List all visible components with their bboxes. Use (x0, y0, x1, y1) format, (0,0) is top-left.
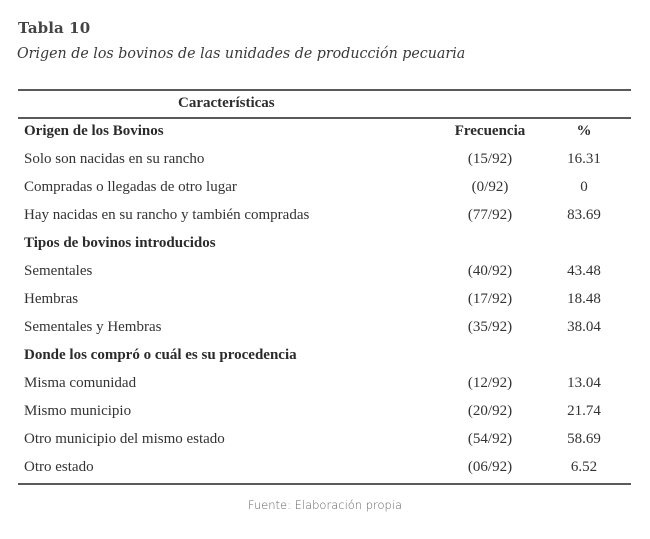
table-row (18, 455, 631, 483)
row-label: Hay nacidas en su rancho y también compradas (24, 207, 310, 223)
table-caption-label: Tabla 10 (18, 19, 91, 37)
row-percent: 13.04 (567, 375, 601, 391)
row-frequency: (35/92) (467, 319, 513, 335)
table-row (18, 175, 631, 203)
section-header-row (18, 231, 631, 259)
row-percent: 83.69 (567, 207, 601, 223)
row-frequency: (20/92) (467, 403, 513, 419)
table-row (18, 259, 631, 287)
section-title: Donde los compró o cuál es su procedencia (24, 347, 297, 363)
row-frequency: (15/92) (467, 151, 513, 167)
table-row (18, 287, 631, 315)
table-row (18, 399, 631, 427)
row-label: Otro estado (24, 459, 94, 475)
table-row (18, 371, 631, 399)
row-percent: 0 (580, 179, 588, 195)
row-percent: 38.04 (567, 319, 601, 335)
table-row (18, 203, 631, 231)
source-note: Fuente: Elaboración propia (247, 498, 403, 512)
section-header-row (18, 343, 631, 371)
row-label: Solo son nacidas en su rancho (24, 151, 205, 167)
row-frequency: (54/92) (467, 431, 513, 447)
row-label: Otro municipio del mismo estado (24, 431, 225, 447)
row-percent: 18.48 (567, 291, 601, 307)
table-row (18, 147, 631, 175)
section-title: Origen de los Bovinos (24, 123, 164, 139)
row-frequency: (40/92) (467, 263, 513, 279)
table-caption-title: Origen de los bovinos de las unidades de producción pecuaria (17, 44, 466, 62)
table-header-row (18, 91, 631, 117)
row-frequency: (06/92) (467, 459, 513, 475)
characteristics-header: Características (178, 95, 275, 111)
frequency-column-header: Frecuencia (454, 123, 526, 139)
row-frequency: (17/92) (467, 291, 513, 307)
bottom-rule (18, 483, 631, 485)
row-frequency: (77/92) (467, 207, 513, 223)
row-label: Sementales (24, 263, 93, 279)
percent-column-header: % (576, 123, 592, 139)
table-row (18, 427, 631, 455)
section-title: Tipos de bovinos introducidos (24, 235, 216, 251)
row-frequency: (12/92) (467, 375, 513, 391)
row-percent: 43.48 (567, 263, 601, 279)
row-percent: 16.31 (567, 151, 601, 167)
row-label: Compradas o llegadas de otro lugar (24, 179, 237, 195)
row-percent: 6.52 (570, 459, 598, 475)
data-table (18, 89, 631, 485)
row-percent: 58.69 (567, 431, 601, 447)
row-label: Mismo municipio (24, 403, 132, 419)
row-label: Sementales y Hembras (24, 319, 162, 335)
row-label: Misma comunidad (24, 375, 137, 391)
table-row (18, 315, 631, 343)
row-label: Hembras (24, 291, 79, 307)
row-frequency: (0/92) (471, 179, 509, 195)
row-percent: 21.74 (567, 403, 601, 419)
section-header-row (18, 119, 631, 147)
